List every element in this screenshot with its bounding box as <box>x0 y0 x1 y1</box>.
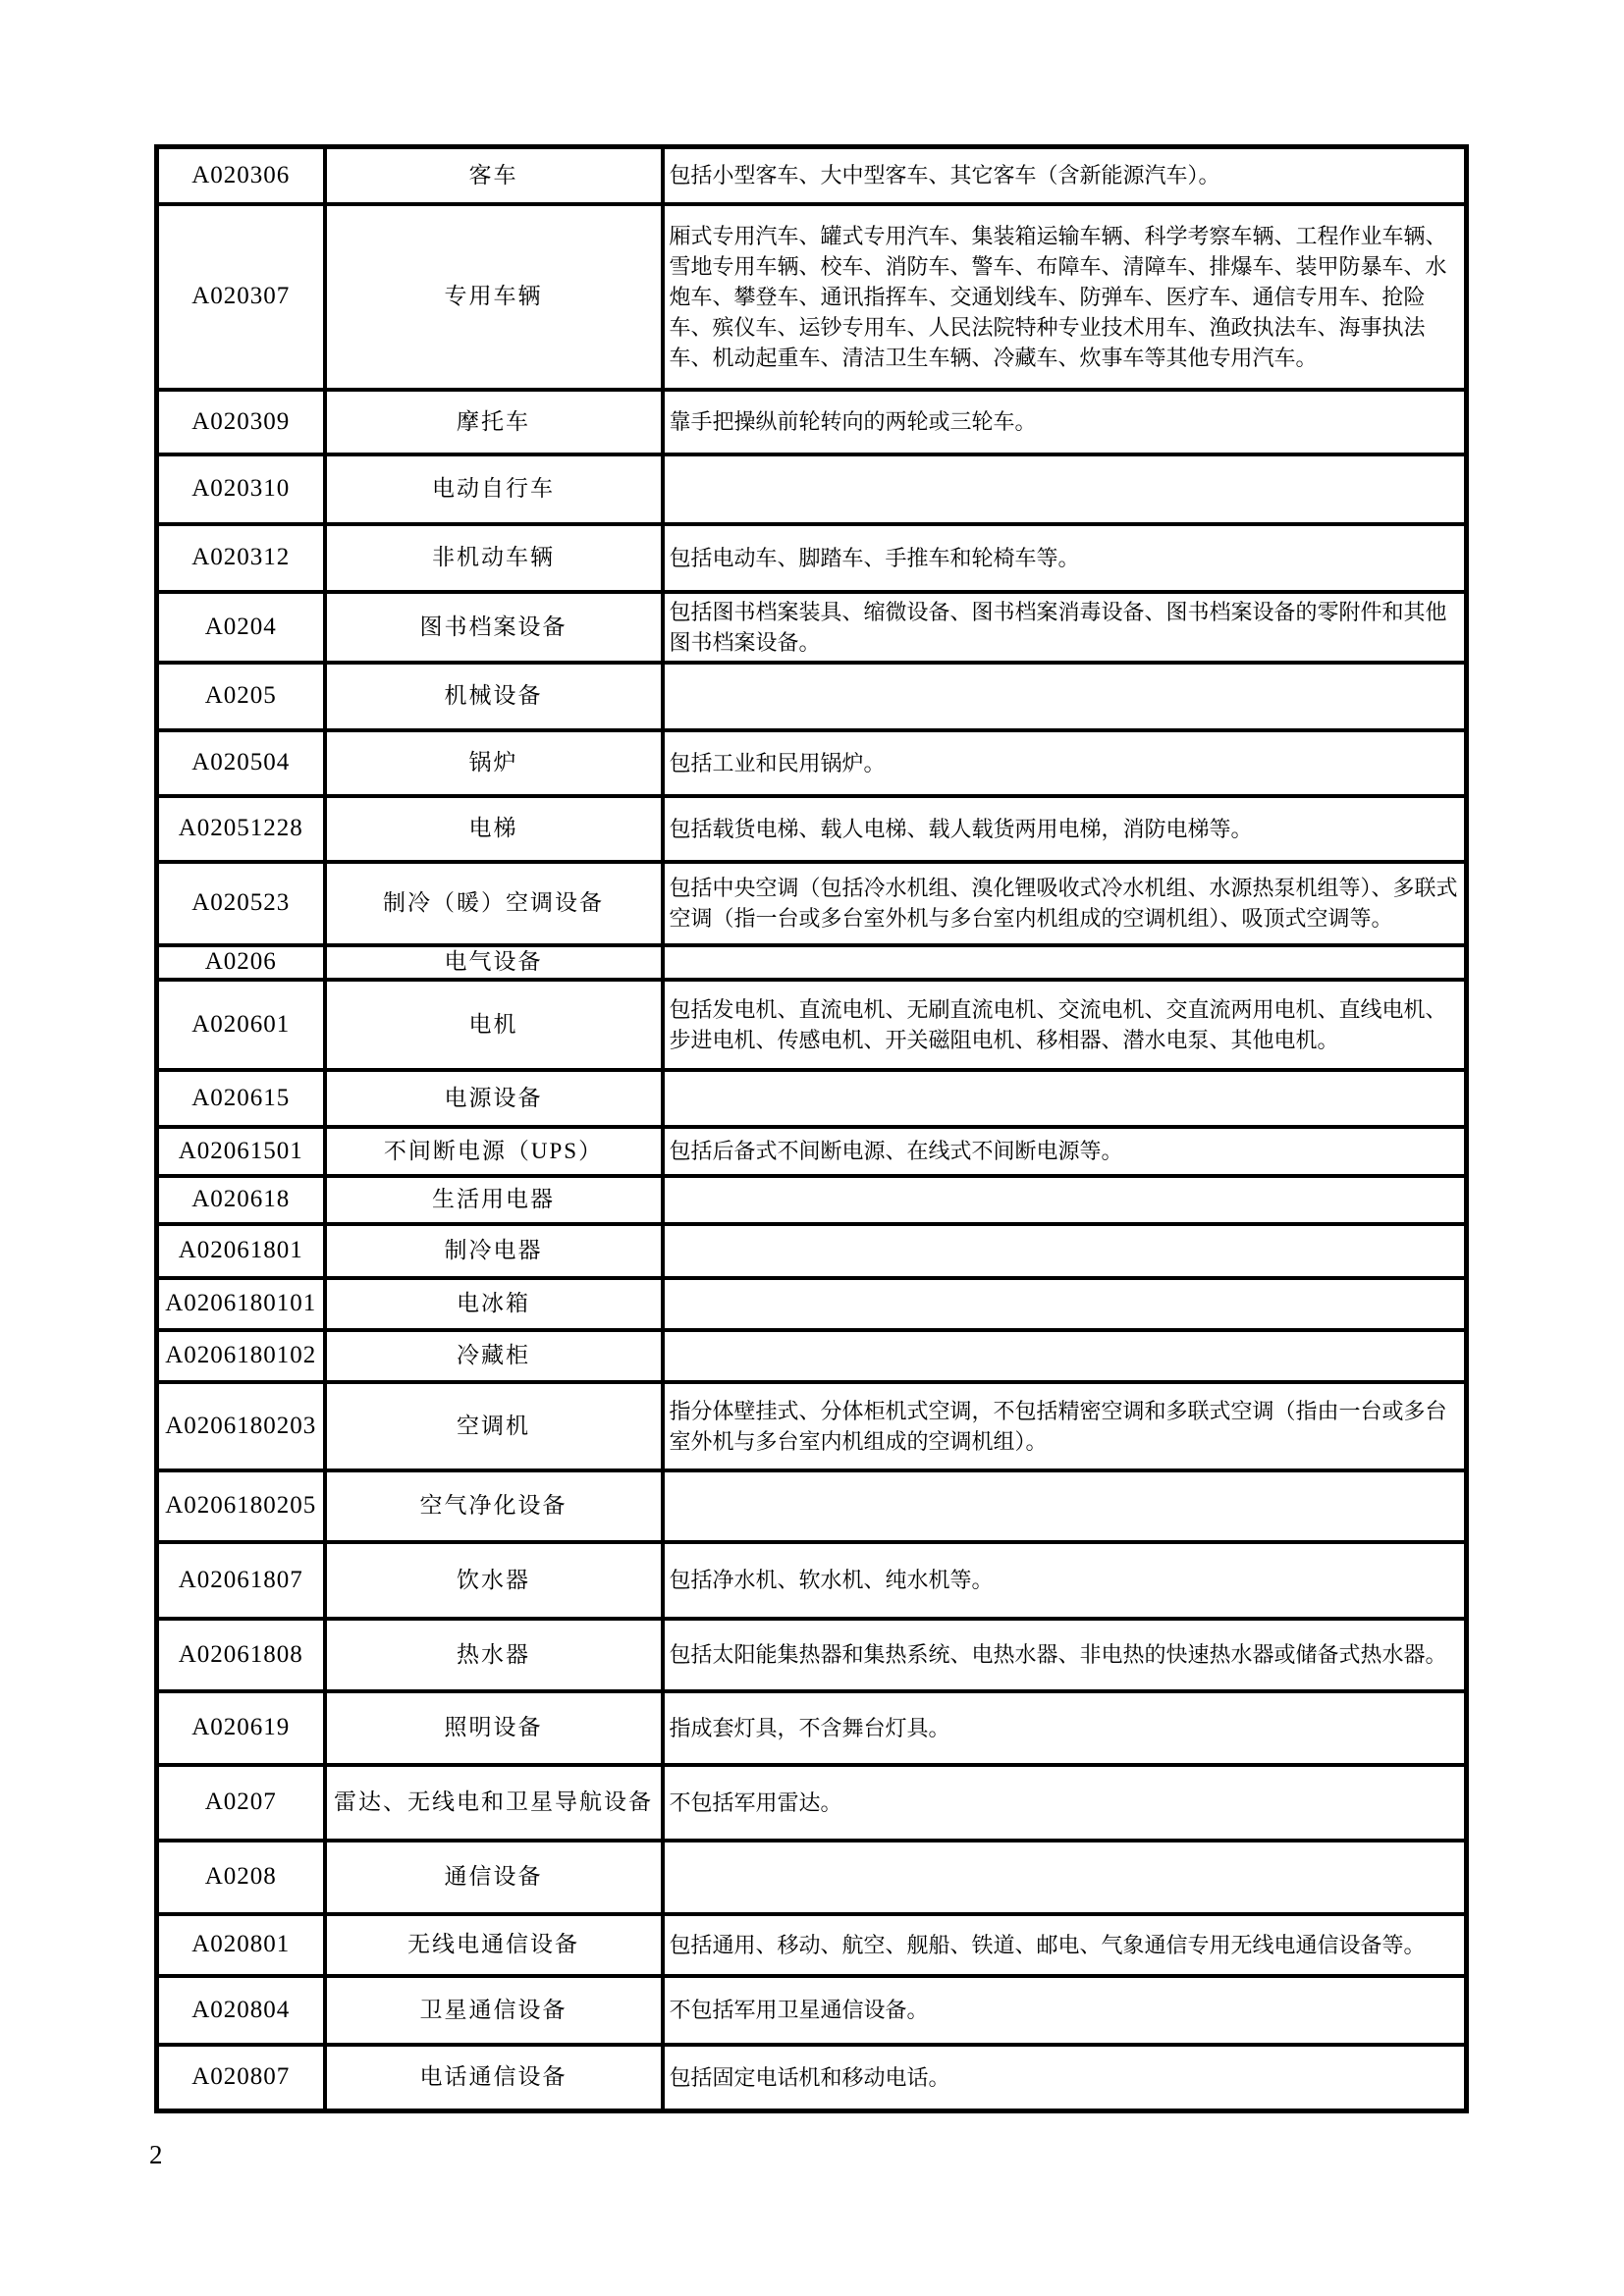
desc-cell <box>663 1330 1467 1382</box>
name-cell: 卫星通信设备 <box>325 1976 663 2045</box>
name-cell: 空气净化设备 <box>325 1470 663 1542</box>
desc-cell: 靠手把操纵前轮转向的两轮或三轮车。 <box>663 390 1467 454</box>
table-row <box>157 1841 1467 1914</box>
name-cell: 无线电通信设备 <box>325 1914 663 1976</box>
desc-cell: 指成套灯具，不含舞台灯具。 <box>663 1691 1467 1765</box>
table-row <box>157 1330 1467 1382</box>
table-row <box>157 454 1467 524</box>
name-cell: 图书档案设备 <box>325 592 663 663</box>
name-cell: 客车 <box>325 147 663 204</box>
name-cell: 电冰箱 <box>325 1278 663 1330</box>
code-cell: A020618 <box>157 1176 325 1224</box>
name-cell: 机械设备 <box>325 663 663 730</box>
code-cell: A0208 <box>157 1841 325 1914</box>
name-cell: 冷藏柜 <box>325 1330 663 1382</box>
table-row <box>157 1542 1467 1619</box>
code-cell: A0206 <box>157 945 325 980</box>
desc-cell: 包括图书档案装具、缩微设备、图书档案消毒设备、图书档案设备的零附件和其他图书档案设备。 <box>663 592 1467 663</box>
table-row <box>157 1691 1467 1765</box>
table-row <box>157 204 1467 390</box>
name-cell: 不间断电源（UPS） <box>325 1127 663 1176</box>
table-row <box>157 1224 1467 1278</box>
name-cell: 生活用电器 <box>325 1176 663 1224</box>
desc-cell <box>663 1470 1467 1542</box>
name-cell: 摩托车 <box>325 390 663 454</box>
desc-cell: 指分体壁挂式、分体柜机式空调，不包括精密空调和多联式空调（指由一台或多台室外机与多台室内机组成的空调机组）。 <box>663 1382 1467 1470</box>
table-row <box>157 730 1467 796</box>
name-cell: 锅炉 <box>325 730 663 796</box>
desc-cell: 包括中央空调（包括冷水机组、溴化锂吸收式冷水机组、水源热泵机组等）、多联式空调（指一台或多台室外机与多台室内机组成的空调机组）、吸顶式空调等。 <box>663 862 1467 945</box>
table-row <box>157 1976 1467 2045</box>
table-row <box>157 1176 1467 1224</box>
desc-cell <box>663 945 1467 980</box>
table-row <box>157 862 1467 945</box>
code-cell: A020312 <box>157 524 325 592</box>
name-cell: 电动自行车 <box>325 454 663 524</box>
desc-cell <box>663 1278 1467 1330</box>
desc-cell: 包括电动车、脚踏车、手推车和轮椅车等。 <box>663 524 1467 592</box>
name-cell: 空调机 <box>325 1382 663 1470</box>
table-row <box>157 796 1467 862</box>
desc-cell: 不包括军用雷达。 <box>663 1765 1467 1841</box>
name-cell: 非机动车辆 <box>325 524 663 592</box>
name-cell: 照明设备 <box>325 1691 663 1765</box>
desc-cell: 厢式专用汽车、罐式专用汽车、集装箱运输车辆、科学考察车辆、工程作业车辆、雪地专用车辆、校车、消防车、警车、布障车、清障车、排爆车、装甲防暴车、水炮车、攀登车、通讯指挥车、交通划线车、防弹车、医疗车、通信专用车、抢险车、殡仪车、运钞专用车、人民法院特种专业技术用车、渔政执法车、海事执法车、机动起重车、清洁卫生车辆、冷藏车、炊事车等其他专用汽车。 <box>663 204 1467 390</box>
table-row <box>157 1914 1467 1976</box>
table-row <box>157 1619 1467 1691</box>
table-row <box>157 1382 1467 1470</box>
page-number: 2 <box>149 2140 163 2169</box>
desc-cell <box>663 454 1467 524</box>
code-cell: A0205 <box>157 663 325 730</box>
code-cell: A020804 <box>157 1976 325 2045</box>
table-row <box>157 147 1467 204</box>
table-row <box>157 1278 1467 1330</box>
code-cell: A02061807 <box>157 1542 325 1619</box>
desc-cell <box>663 663 1467 730</box>
table-row <box>157 390 1467 454</box>
code-cell: A020801 <box>157 1914 325 1976</box>
table-row <box>157 1127 1467 1176</box>
code-cell: A0206180205 <box>157 1470 325 1542</box>
code-cell: A020601 <box>157 980 325 1070</box>
table-row <box>157 2045 1467 2111</box>
code-cell: A020615 <box>157 1070 325 1127</box>
code-cell: A020309 <box>157 390 325 454</box>
name-cell: 专用车辆 <box>325 204 663 390</box>
name-cell: 通信设备 <box>325 1841 663 1914</box>
code-cell: A0207 <box>157 1765 325 1841</box>
name-cell: 电气设备 <box>325 945 663 980</box>
desc-cell: 包括工业和民用锅炉。 <box>663 730 1467 796</box>
code-cell: A0206180203 <box>157 1382 325 1470</box>
classification-table <box>154 144 1469 2113</box>
code-cell: A020619 <box>157 1691 325 1765</box>
table-row <box>157 980 1467 1070</box>
code-cell: A020807 <box>157 2045 325 2111</box>
name-cell: 热水器 <box>325 1619 663 1691</box>
desc-cell: 包括太阳能集热器和集热系统、电热水器、非电热的快速热水器或储备式热水器。 <box>663 1619 1467 1691</box>
code-cell: A0204 <box>157 592 325 663</box>
desc-cell: 不包括军用卫星通信设备。 <box>663 1976 1467 2045</box>
table-row <box>157 1070 1467 1127</box>
desc-cell: 包括净水机、软水机、纯水机等。 <box>663 1542 1467 1619</box>
desc-cell: 包括固定电话机和移动电话。 <box>663 2045 1467 2111</box>
code-cell: A020307 <box>157 204 325 390</box>
desc-cell: 包括后备式不间断电源、在线式不间断电源等。 <box>663 1127 1467 1176</box>
code-cell: A020310 <box>157 454 325 524</box>
code-cell: A02051228 <box>157 796 325 862</box>
desc-cell <box>663 1224 1467 1278</box>
table-row <box>157 945 1467 980</box>
name-cell: 电话通信设备 <box>325 2045 663 2111</box>
name-cell: 制冷（暖）空调设备 <box>325 862 663 945</box>
code-cell: A020504 <box>157 730 325 796</box>
desc-cell <box>663 1176 1467 1224</box>
code-cell: A02061501 <box>157 1127 325 1176</box>
table-row <box>157 663 1467 730</box>
code-cell: A020523 <box>157 862 325 945</box>
name-cell: 雷达、无线电和卫星导航设备 <box>325 1765 663 1841</box>
desc-cell: 包括小型客车、大中型客车、其它客车（含新能源汽车）。 <box>663 147 1467 204</box>
desc-cell: 包括通用、移动、航空、舰船、铁道、邮电、气象通信专用无线电通信设备等。 <box>663 1914 1467 1976</box>
name-cell: 饮水器 <box>325 1542 663 1619</box>
code-cell: A0206180101 <box>157 1278 325 1330</box>
code-cell: A02061801 <box>157 1224 325 1278</box>
code-cell: A02061808 <box>157 1619 325 1691</box>
name-cell: 电机 <box>325 980 663 1070</box>
table-row <box>157 592 1467 663</box>
desc-cell: 包括载货电梯、载人电梯、载人载货两用电梯，消防电梯等。 <box>663 796 1467 862</box>
desc-cell <box>663 1841 1467 1914</box>
desc-cell: 包括发电机、直流电机、无刷直流电机、交流电机、交直流两用电机、直线电机、步进电机、传感电机、开关磁阻电机、移相器、潜水电泵、其他电机。 <box>663 980 1467 1070</box>
name-cell: 电梯 <box>325 796 663 862</box>
table-row <box>157 1765 1467 1841</box>
desc-cell <box>663 1070 1467 1127</box>
table-row <box>157 1470 1467 1542</box>
table-row <box>157 524 1467 592</box>
name-cell: 制冷电器 <box>325 1224 663 1278</box>
name-cell: 电源设备 <box>325 1070 663 1127</box>
code-cell: A0206180102 <box>157 1330 325 1382</box>
code-cell: A020306 <box>157 147 325 204</box>
